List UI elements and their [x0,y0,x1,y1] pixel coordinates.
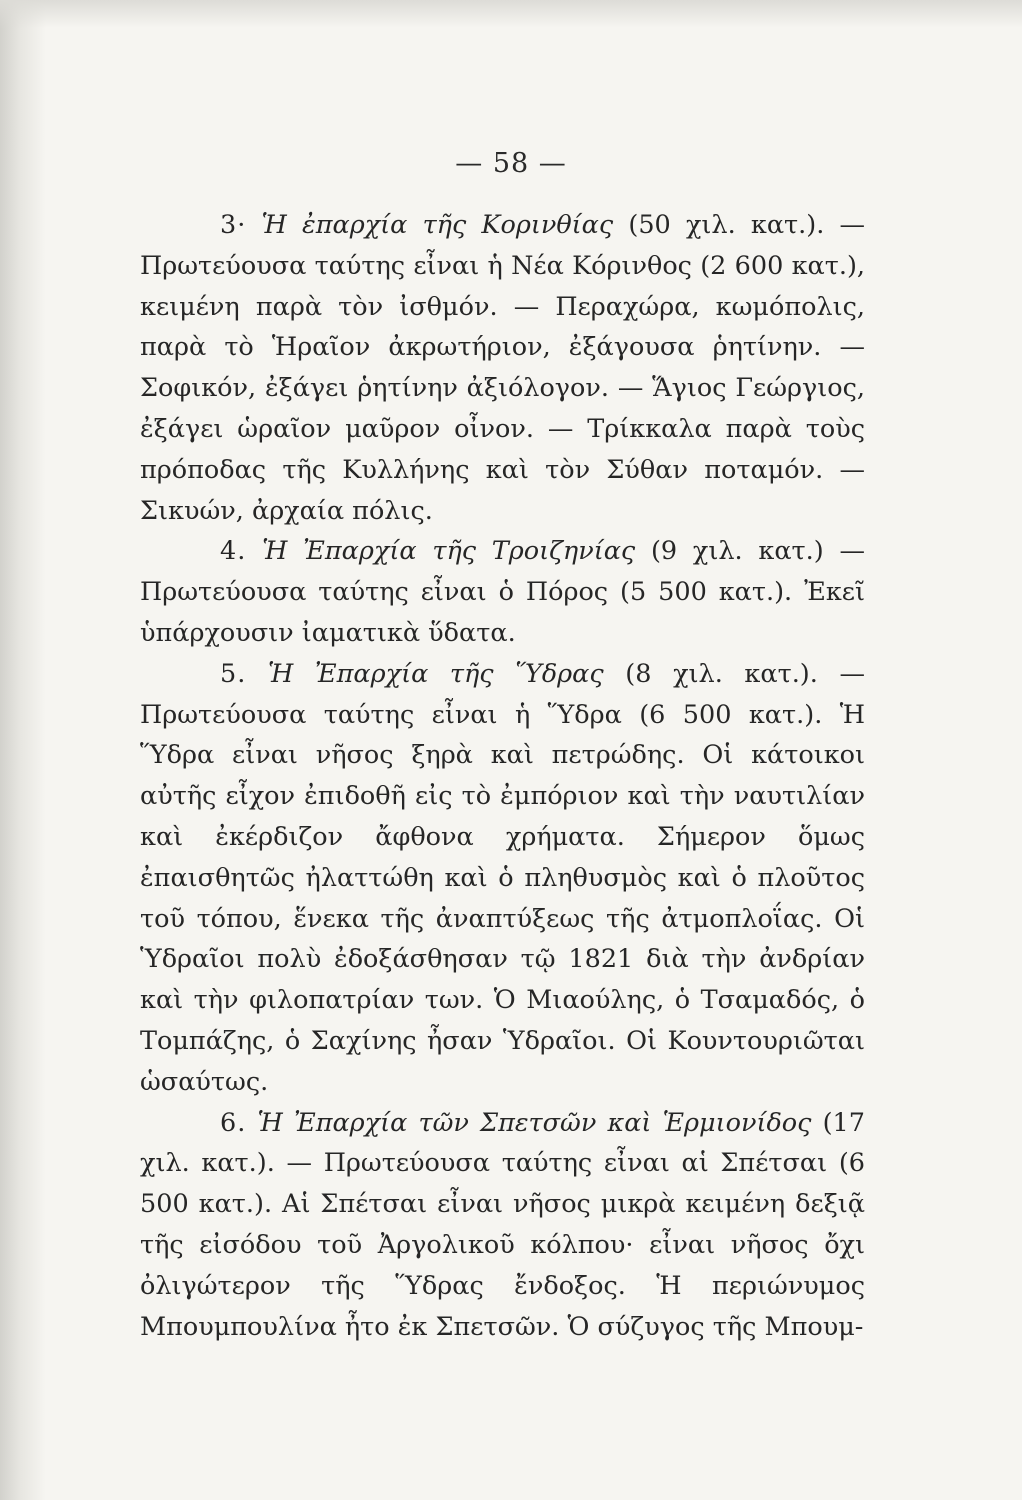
paragraph-body: (50 χιλ. κατ.). — Πρωτεύουσα ταύτης εἶναι ἡ Νέα Κόρινθος (2 600 κατ.), κειμένη παρὰ τὸν ἰσθμόν. — Περαχώρα, κωμόπολις, παρὰ τὸ Ἡραῖον ἀκρωτήριον, ἐξάγουσα ῥητίνην. — Σοφικόν, ἐξάγει ῥητίνην ἀξιόλογον. — Ἅγιος Γεώργιος, ἐξάγει ὡραῖον μαῦρον οἶνον. — Τρίκκαλα παρὰ τοὺς πρόποδας τῆς Κυλλήνης καὶ τὸν Σύθαν ποταμόν. — Σικυών, ἀρχαία πόλις. [140,210,865,526]
paragraph-heading: Ἡ Ἐπαρχία τῆς Ὕδρας [267,658,604,689]
paragraph-number: 5. [220,658,247,689]
page-shadow-left [0,0,46,1500]
text-block [140,205,865,1347]
paragraph-troizenia [140,531,865,653]
paragraph-number: 6. [220,1107,247,1138]
paragraph-heading: Ἡ Ἐπαρχία τῆς Τροιζηνίας [262,536,636,567]
paragraph-body: (17 χιλ. κατ.). — Πρωτεύουσα ταύτης εἶναι αἱ Σπέτσαι (6 500 κατ.). Αἱ Σπέτσαι εἶναι νῆσος μικρὰ κειμένη δεξιᾷ τῆς εἰσόδου τοῦ Ἀργολικοῦ κόλπου· εἶναι νῆσος ὄχι ὀλιγώτερον τῆς Ὕδρας ἔνδοξος. Ἡ περιώνυμος Μπουμπουλίνα ἦτο ἐκ Σπετσῶν. Ὁ σύζυγος τῆς Μπουμ- [140,1107,865,1342]
page-number: — 58 — [455,148,567,179]
paragraph-corinth [140,205,865,531]
paragraph-body: (8 χιλ. κατ.). — Πρωτεύουσα ταύτης εἶναι ἡ Ὕδρα (6 500 κατ.). Ἡ Ὕδρα εἶναι νῆσος ξηρὰ καὶ πετρώδης. Οἱ κάτοικοι αὐτῆς εἶχον ἐπιδοθῆ εἰς τὸ ἐμπόριον καὶ τὴν ναυτιλίαν καὶ ἐκέρδιζον ἄφθονα χρήματα. Σήμερον ὅμως ἐπαισθητῶς ἠλαττώθη καὶ ὁ πληθυσμὸς καὶ ὁ πλοῦτος τοῦ τόπου, ἕνεκα τῆς ἀναπτύξεως τῆς ἀτμοπλοΐας. Οἱ Ὑδραῖοι πολὺ ἐδοξάσθησαν τῷ 1821 διὰ τὴν ἀνδρίαν καὶ τὴν φιλοπατρίαν των. Ὁ Μιαούλης, ὁ Τσαμαδός, ὁ Τομπάζης, ὁ Σαχίνης ἦσαν Ὑδραῖοι. Οἱ Κουντουριῶται ὡσαύτως. [140,658,865,1097]
paragraph-hydra [140,654,865,1103]
paragraph-number: 4. [220,536,247,567]
paragraph-heading: Ἡ ἐπαρχία τῆς Κορινθίας [261,210,614,240]
paragraph-spetses [140,1103,865,1348]
page-shadow-top [0,0,1022,28]
paragraph-heading: Ἡ Ἐπαρχία τῶν Σπετσῶν καὶ Ἑρμιονίδος [257,1107,812,1138]
paragraph-number: 3· [220,210,247,240]
paragraph-body: (9 χιλ. κατ.) — Πρωτεύουσα ταύτης εἶναι ὁ Πόρος (5 500 κατ.). Ἐκεῖ ὑπάρχουσιν ἰαματικὰ ὕδατα. [140,536,865,648]
